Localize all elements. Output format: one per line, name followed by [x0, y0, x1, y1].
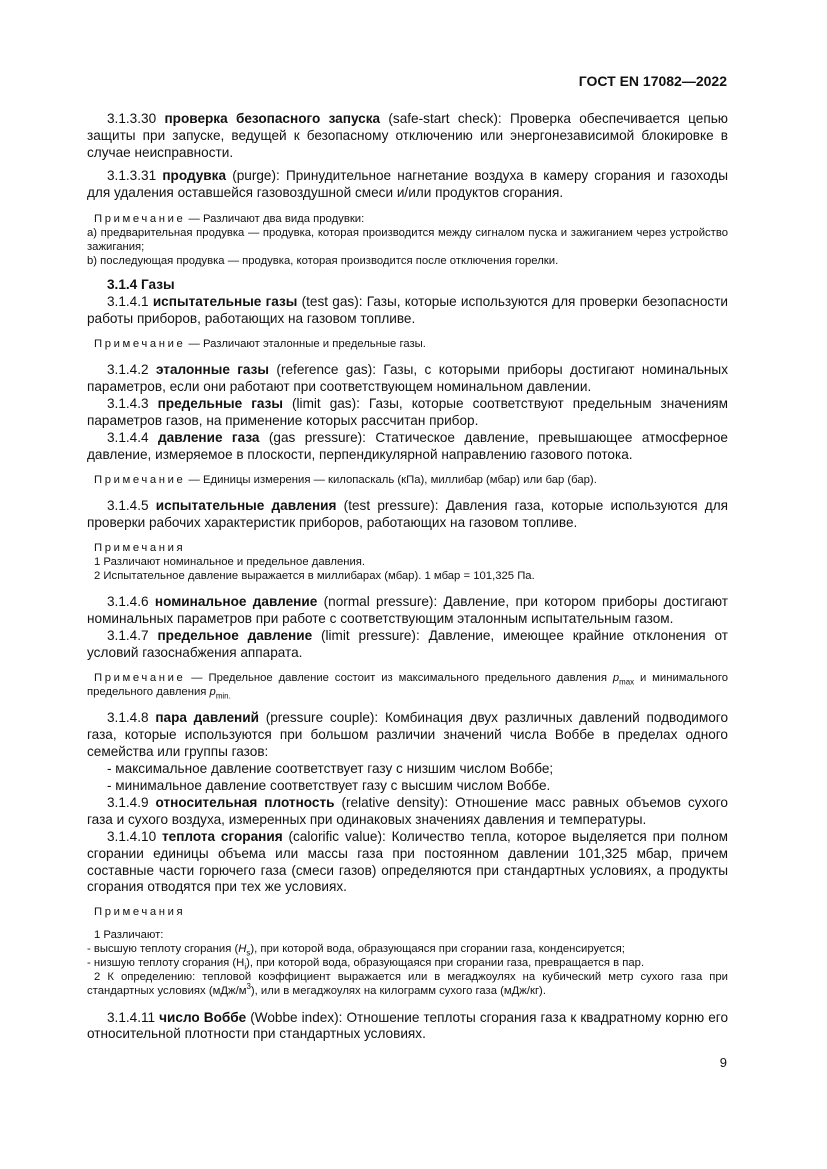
- clause-number: 3.1.4.3: [107, 396, 149, 412]
- note-label: Примечание: [94, 671, 186, 684]
- subscript-s: s: [246, 947, 251, 957]
- symbol-h: H: [238, 942, 247, 955]
- definition-text: (purge): Принудительное нагнетание воздуха в камеру сгорания и газоходы для удаления оставшейся газовоздушной смеси и/или продуктов сгорания.: [87, 167, 728, 200]
- term: проверка безопасного запуска: [164, 111, 381, 126]
- definition-3-1-4-10: [87, 829, 728, 897]
- notes-label: Примечания: [94, 906, 186, 919]
- note-purge: [87, 212, 728, 269]
- definition-text: (normal pressure): Давление, при котором приборы достигают номинальных параметров при работе с соответствующим эталонным испытательным газом.: [87, 594, 729, 627]
- definition-text: (Wobbe index): Отношение теплоты сгорания газа к квадратному корню его относительной плотности при стандартных условиях.: [87, 1009, 728, 1042]
- note-item-2: 2 Испытательное давление выражается в миллибарах (мбар). 1 мбар = 101,325 Па.: [94, 570, 535, 583]
- note-text: — Различают два вида продувки:: [185, 212, 365, 225]
- definition-text: (limit pressure): Давление, имеющее крайние отклонения от условий газоснабжения аппарата.: [87, 628, 729, 661]
- definition-3-1-4-8: [87, 710, 728, 761]
- note-test-gas: [87, 337, 728, 351]
- clause-number: 3.1.4.7: [107, 628, 149, 644]
- clause-number: 3.1.4.9: [107, 794, 149, 810]
- note-text: и минимального предельного давления: [87, 671, 728, 699]
- notes-pressure: [87, 541, 728, 584]
- clause-number: 3.1.4.11: [107, 1009, 156, 1025]
- subscript-i: i: [244, 962, 247, 972]
- clause-number: 3.1.4.4: [107, 429, 149, 445]
- definition-3-1-4-9: [87, 795, 728, 829]
- definition-3-1-3-30: [87, 111, 728, 162]
- term: предельные газы: [157, 396, 283, 412]
- note-label: Примечание: [94, 473, 186, 486]
- definition-3-1-4-3: [87, 396, 728, 430]
- definition-text: (pressure couple): Комбинация двух различных давлений подводимого газа, которые используются при большом различии значений числа Воббе в пределах одного семейства или группы газов:: [87, 710, 729, 760]
- definition-3-1-4-2: [87, 362, 728, 396]
- note-label: Примечание: [94, 212, 186, 225]
- subscript-max: max: [619, 677, 635, 687]
- superscript-3: 3: [246, 982, 251, 992]
- definition-text: (test pressure): Давления газа, которые используются для проверки рабочих характеристик приборов, работающих на газовом топливе.: [87, 497, 728, 530]
- clause-number: 3.1.4.8: [107, 710, 149, 726]
- clause-number: 3.1.4.2: [107, 362, 149, 378]
- note-text: ), при которой вода, образующаяся при сгорании газа, превращается в пар.: [246, 956, 645, 969]
- document-body: [87, 111, 728, 1049]
- term: предельное давление: [157, 628, 313, 644]
- note-text: - низшую теплоту сгорания (H: [87, 956, 245, 969]
- subscript-min: min.: [215, 691, 231, 701]
- definition-text: (gas pressure): Статическое давление, превышающее атмосферное давление, измеряемое в плоскости, перпендикулярной направлению газового потока.: [87, 429, 728, 462]
- term: испытательные давления: [155, 497, 337, 513]
- standard-header: ГОСТ EN 17082—2022: [578, 73, 727, 89]
- note-text: ), при которой вода, образующаяся при сгорании газа, конденсируется;: [250, 942, 625, 955]
- definition-text: (limit gas): Газы, которые соответствуют предельным значениям параметров газов, на применение которых рассчитан прибор.: [87, 396, 729, 428]
- term: теплота сгорания: [162, 828, 283, 844]
- definition-3-1-4-1: [87, 294, 728, 328]
- note-higher-heating: [87, 942, 728, 956]
- definition-3-1-3-31: [87, 168, 728, 202]
- note-item-1: 1 Различают номинальное и предельное давления.: [94, 555, 366, 568]
- page-number: 9: [719, 1055, 727, 1070]
- definition-3-1-4-6: [87, 594, 728, 628]
- note-text: — Различают эталонные и предельные газы.: [185, 338, 426, 351]
- note-text: ), или в мегаджоулях на килограмм сухого газа (мДж/кг).: [250, 985, 546, 998]
- note-lower-heating: [87, 956, 728, 970]
- definition-text: (reference gas): Газы, с которыми приборы достигают номинальных параметров, если они работают при соответствующем номинальном давлении.: [87, 362, 728, 395]
- term: номинальное давление: [154, 594, 318, 610]
- definition-3-1-4-4: [87, 430, 728, 464]
- section-heading-3-1-4: 3.1.4 Газы: [107, 277, 175, 293]
- note-label: Примечание: [94, 338, 186, 351]
- clause-number: 3.1.4.6: [107, 594, 149, 610]
- definition-3-1-4-5: [87, 498, 728, 532]
- note-limit-pressure: [87, 671, 728, 699]
- term: давление газа: [158, 429, 260, 445]
- list-item: - минимальное давление соответствует газу с высшим числом Воббе.: [107, 777, 551, 793]
- definition-3-1-4-7: [87, 628, 728, 662]
- list-item: - максимальное давление соответствует газу с низшим числом Воббе;: [107, 761, 554, 777]
- clause-number: 3.1.4.10: [107, 828, 157, 844]
- term: эталонные газы: [155, 362, 270, 378]
- term: относительная плотность: [155, 794, 335, 810]
- note-text: — Предельное давление состоит из максимального предельного давления: [185, 671, 613, 684]
- definition-text: (relative density): Отношение масс равных объемов сухого газа и сухого воздуха, измеренных при одинаковых значениях давления и температуры.: [87, 794, 728, 827]
- note-item-1: 1 Различают:: [94, 928, 164, 941]
- clause-number: 3.1.4.5: [107, 497, 149, 513]
- note-item-a: a) предварительная продувка — продувка, которая производится между сигналом пуска и зажиганием через устройство зажигания;: [87, 226, 728, 253]
- notes-calorific: [87, 905, 728, 998]
- note-item-2: [87, 970, 728, 998]
- symbol-p: p: [209, 686, 216, 699]
- definition-3-1-4-11: [87, 1010, 728, 1044]
- note-units: [87, 473, 728, 487]
- definition-text: (test gas): Газы, которые используются для проверки безопасности работы приборов, работающих на газовом топливе.: [87, 294, 729, 327]
- notes-label: Примечания: [94, 541, 186, 554]
- note-text: 2 К определению: тепловой коэффициент выражается или в мегаджоулях на кубический метр сухого газа при стандартных условиях (мДж/м: [87, 971, 728, 998]
- term: число Воббе: [159, 1009, 247, 1025]
- note-text: - высшую теплоту сгорания (: [87, 942, 239, 955]
- term: продувка: [162, 167, 227, 183]
- clause-number: 3.1.3.30: [107, 111, 157, 126]
- definition-text: (calorific value): Количество тепла, которое выделяется при полном сгорании единицы объема или массы газа при постоянном давлении 101,325 мбар, причем составные части горючего газа (смеси газов) определяются при стандартных условиях, а продукты сгорания отводятся при тех же условиях.: [87, 828, 728, 895]
- clause-number: 3.1.3.31: [107, 167, 157, 183]
- term: испытательные газы: [152, 294, 298, 310]
- symbol-p: p: [612, 671, 620, 684]
- definition-text: (safe-start check): Проверка обеспечивается цепью защиты при запуске, ведущей к безопасному отключению или энергонезависимой блокировке в случае неисправности.: [87, 111, 728, 160]
- note-item-b: b) последующая продувка — продувка, которая производится после отключения горелки.: [87, 255, 559, 268]
- note-text: — Единицы измерения — килопаскаль (кПа), миллибар (мбар) или бар (бар).: [185, 473, 597, 486]
- term: пара давлений: [155, 710, 259, 726]
- clause-number: 3.1.4.1: [107, 294, 149, 310]
